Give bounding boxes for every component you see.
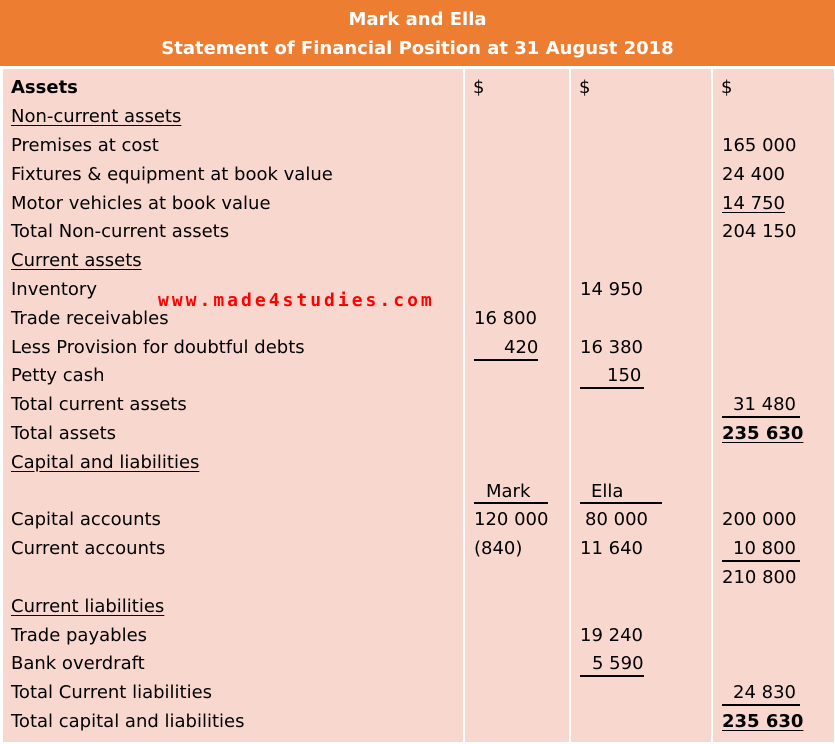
capital-liabilities-heading: Capital and liabilities (11, 452, 200, 473)
mark-header: Mark (486, 481, 531, 502)
total-cl-value: 24 830 (733, 682, 796, 703)
column-1-header: $ (473, 77, 485, 98)
bank-overdraft-label: Bank overdraft (11, 653, 145, 674)
total-nca-label: Total Non-current assets (11, 221, 230, 242)
column-2-header: $ (579, 77, 591, 98)
column-divider (711, 69, 713, 742)
petty-cash-label: Petty cash (11, 365, 105, 386)
fixtures-label: Fixtures & equipment at book value (11, 164, 333, 185)
current-liabilities-heading: Current liabilities (11, 596, 165, 617)
total-cap-liab-value: 235 630 (722, 711, 804, 732)
current-accounts-label: Current accounts (11, 538, 166, 559)
column-divider (463, 69, 465, 742)
statement-subtitle: Statement of Financial Position at 31 August 2018 (161, 38, 674, 59)
fixtures-value: 24 400 (722, 164, 785, 185)
total-assets-label: Total assets (11, 423, 117, 444)
capital-subtotal-value: 210 800 (722, 567, 797, 588)
total-cap-liab-label: Total capital and liabilities (11, 711, 245, 732)
inventory-value: 14 950 (580, 279, 643, 300)
premises-value: 165 000 (722, 135, 797, 156)
financial-position-table (3, 69, 834, 742)
capital-total-value: 200 000 (722, 509, 797, 530)
trade-receivables-label: Trade receivables (11, 308, 169, 329)
inventory-label: Inventory (11, 279, 97, 300)
motor-value: 14 750 (722, 193, 785, 214)
column-divider (569, 69, 571, 742)
current-mark-value: (840) (474, 538, 523, 559)
premises-label: Premises at cost (11, 135, 159, 156)
net-receivables-value: 16 380 (580, 337, 643, 358)
total-nca-value: 204 150 (722, 221, 797, 242)
capital-mark-value: 120 000 (474, 509, 549, 530)
current-ella-value: 11 640 (580, 538, 643, 559)
statement-header (0, 0, 835, 66)
current-assets-heading: Current assets (11, 250, 142, 271)
total-ca-underline (722, 416, 800, 418)
provision-value: 420 (504, 337, 539, 358)
bank-overdraft-underline (580, 675, 644, 677)
statement-title: Mark and Ella (348, 9, 487, 30)
assets-heading: Assets (11, 77, 78, 98)
provision-underline (474, 359, 538, 361)
petty-cash-underline (580, 387, 644, 389)
ella-header-underline (580, 502, 662, 504)
bank-overdraft-value: 5 590 (592, 653, 644, 674)
total-cl-underline (722, 704, 800, 706)
current-total-value: 10 800 (733, 538, 796, 559)
capital-accounts-label: Capital accounts (11, 509, 161, 530)
total-assets-value: 235 630 (722, 423, 804, 444)
total-cl-label: Total Current liabilities (11, 682, 213, 703)
capital-ella-value: 80 000 (585, 509, 648, 530)
ella-header: Ella (591, 481, 624, 502)
current-total-underline (722, 560, 800, 562)
column-3-header: $ (721, 77, 733, 98)
non-current-assets-heading: Non-current assets (11, 106, 182, 127)
trade-payables-value: 19 240 (580, 625, 643, 646)
total-ca-value: 31 480 (733, 394, 796, 415)
total-ca-label: Total current assets (11, 394, 187, 415)
motor-label: Motor vehicles at book value (11, 193, 271, 214)
trade-payables-label: Trade payables (11, 625, 148, 646)
trade-receivables-value: 16 800 (474, 308, 537, 329)
petty-cash-value: 150 (607, 365, 642, 386)
watermark-text: www.made4studies.com (158, 290, 435, 311)
mark-header-underline (474, 502, 548, 504)
provision-label: Less Provision for doubtful debts (11, 337, 305, 358)
